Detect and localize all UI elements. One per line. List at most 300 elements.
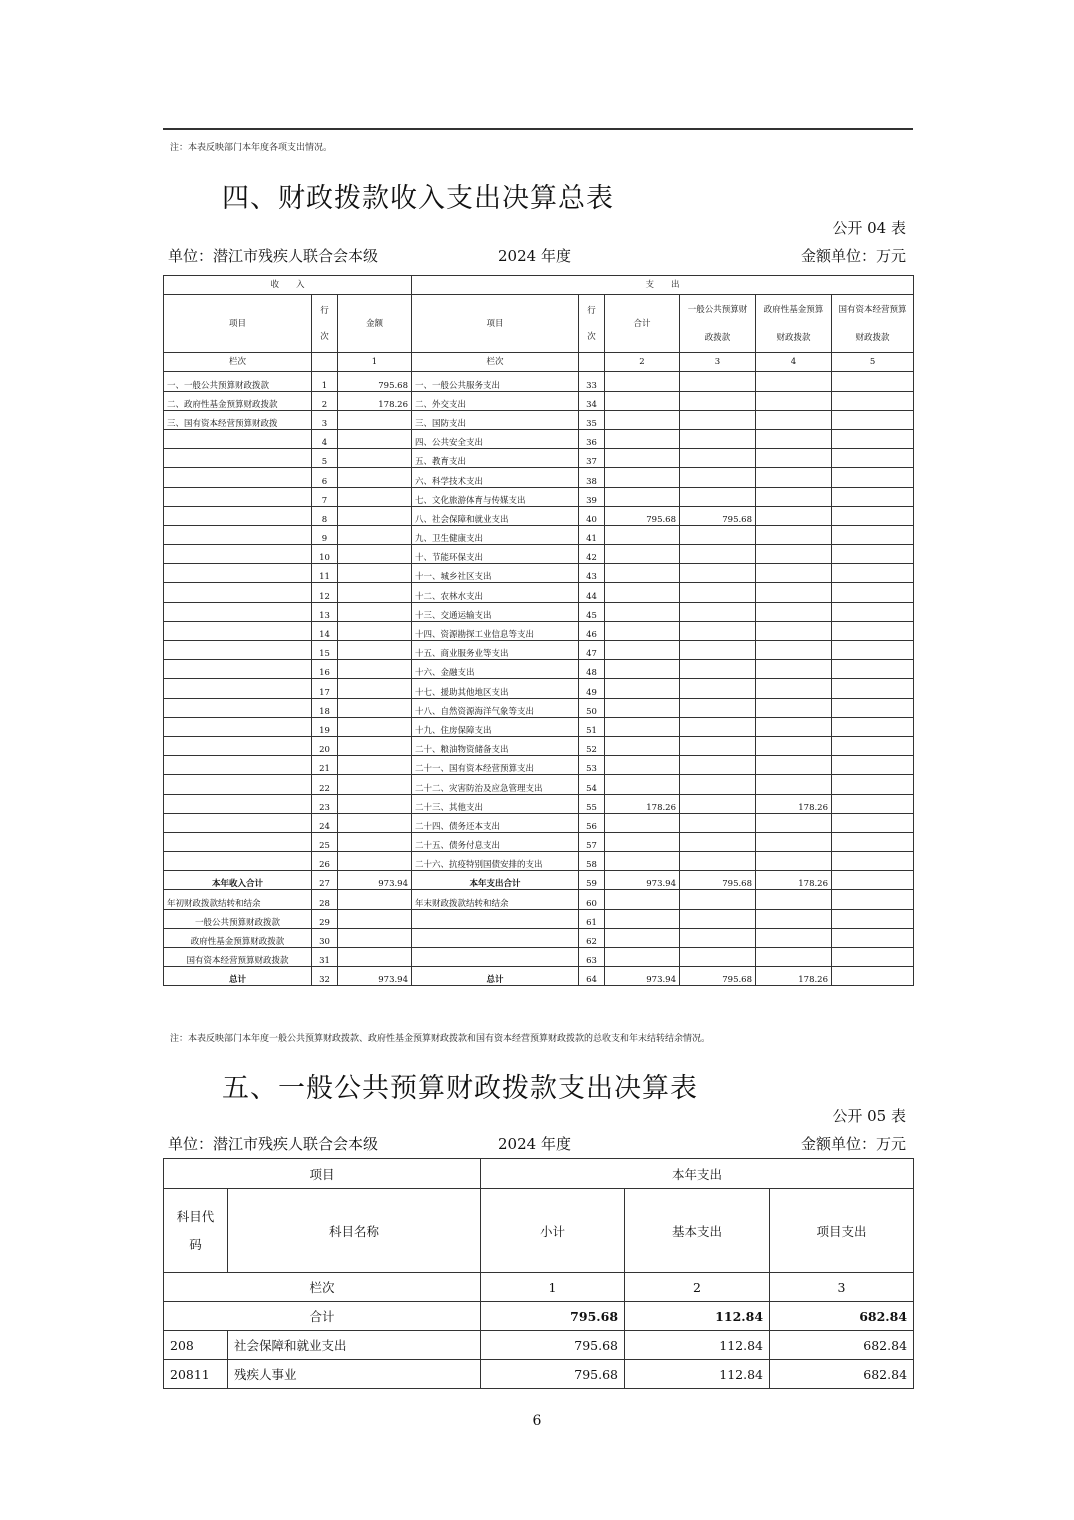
income-amount bbox=[338, 813, 412, 832]
income-line: 9 bbox=[312, 525, 338, 544]
income-line: 24 bbox=[312, 813, 338, 832]
expense-item: 一、一般公共服务支出 bbox=[412, 372, 579, 391]
income-line: 26 bbox=[312, 852, 338, 871]
col-number-1: 1 bbox=[338, 353, 412, 372]
expense-total bbox=[605, 852, 680, 871]
t5-total-subtotal: 795.68 bbox=[481, 1302, 625, 1331]
income-line: 23 bbox=[312, 794, 338, 813]
income-amount: 795.68 bbox=[338, 372, 412, 391]
general-budget-amount bbox=[680, 391, 756, 410]
expense-item: 四、公共安全支出 bbox=[412, 429, 579, 448]
gov-fund-amount bbox=[756, 928, 832, 947]
gov-fund-amount bbox=[756, 717, 832, 736]
table-row bbox=[164, 679, 914, 698]
expense-item: 十七、援助其他地区支出 bbox=[412, 679, 579, 698]
t5-basic: 112.84 bbox=[625, 1360, 770, 1389]
t5-subtotal: 795.68 bbox=[481, 1360, 625, 1389]
expense-line: 37 bbox=[579, 449, 605, 468]
expense-total bbox=[605, 583, 680, 602]
income-item bbox=[164, 583, 312, 602]
expense-total bbox=[605, 775, 680, 794]
expense-item: 二十一、国有资本经营预算支出 bbox=[412, 756, 579, 775]
income-line: 1 bbox=[312, 372, 338, 391]
gov-fund-amount bbox=[756, 410, 832, 429]
expense-item: 九、卫生健康支出 bbox=[412, 525, 579, 544]
t5-name: 残疾人事业 bbox=[228, 1360, 481, 1389]
t5-code: 20811 bbox=[164, 1360, 228, 1389]
income-amount bbox=[338, 487, 412, 506]
income-line: 7 bbox=[312, 487, 338, 506]
carryover-row bbox=[164, 948, 914, 967]
t5-total-label: 合计 bbox=[164, 1302, 481, 1331]
table-row bbox=[164, 583, 914, 602]
table-row bbox=[164, 391, 914, 410]
state-capital-amount bbox=[832, 372, 914, 391]
expense-total bbox=[605, 525, 680, 544]
expense-line: 38 bbox=[579, 468, 605, 487]
t5-header-row-1 bbox=[164, 1159, 914, 1189]
section4-title: 四、财政拨款收入支出决算总表 bbox=[222, 183, 614, 214]
expense-item: 二十四、债务还本支出 bbox=[412, 813, 579, 832]
expense-line: 58 bbox=[579, 852, 605, 871]
income-amount bbox=[338, 525, 412, 544]
state-capital-amount bbox=[832, 967, 914, 986]
carryover-row bbox=[164, 909, 914, 928]
general-budget-amount bbox=[680, 832, 756, 851]
general-budget-amount bbox=[680, 525, 756, 544]
income-item bbox=[164, 429, 312, 448]
section4-year: 2024 年度 bbox=[498, 247, 571, 265]
state-capital-amount bbox=[832, 871, 914, 890]
state-capital-amount bbox=[832, 832, 914, 851]
gov-fund-amount bbox=[756, 449, 832, 468]
table-row bbox=[164, 506, 914, 525]
general-budget-amount bbox=[680, 372, 756, 391]
income-item bbox=[164, 736, 312, 755]
section4-code: 公开 04 表 bbox=[832, 219, 906, 237]
gov-fund-amount: 178.26 bbox=[756, 871, 832, 890]
state-capital-amount bbox=[832, 487, 914, 506]
table-row bbox=[164, 372, 914, 391]
t5-code-header: 科目代码 bbox=[164, 1189, 228, 1273]
expense-line: 55 bbox=[579, 794, 605, 813]
section5-money-unit: 金额单位：万元 bbox=[800, 1135, 906, 1153]
state-capital-amount bbox=[832, 391, 914, 410]
income-item: 二、政府性基金预算财政拨款 bbox=[164, 391, 312, 410]
t5-total-project: 682.84 bbox=[770, 1302, 914, 1331]
expense-total bbox=[605, 813, 680, 832]
income-amount bbox=[338, 717, 412, 736]
table-row bbox=[164, 449, 914, 468]
grand-total-row bbox=[164, 967, 914, 986]
income-item: 国有资本经营预算财政拨款 bbox=[164, 948, 312, 967]
income-line: 17 bbox=[312, 679, 338, 698]
income-line: 19 bbox=[312, 717, 338, 736]
t5-column-number-row bbox=[164, 1273, 914, 1302]
income-amount bbox=[338, 410, 412, 429]
income-item: 一、一般公共预算财政拨款 bbox=[164, 372, 312, 391]
state-capital-amount bbox=[832, 429, 914, 448]
gov-fund-amount bbox=[756, 506, 832, 525]
previous-table-note: 注：本表反映部门本年度各项支出情况。 bbox=[170, 143, 333, 153]
table-row bbox=[164, 525, 914, 544]
general-budget-amount bbox=[680, 813, 756, 832]
income-item bbox=[164, 717, 312, 736]
expense-line: 35 bbox=[579, 410, 605, 429]
state-capital-amount bbox=[832, 698, 914, 717]
income-item bbox=[164, 506, 312, 525]
expense-item: 十四、资源勘探工业信息等支出 bbox=[412, 621, 579, 640]
t5-basic-header: 基本支出 bbox=[625, 1189, 770, 1273]
expense-line: 54 bbox=[579, 775, 605, 794]
income-amount-header: 金额 bbox=[338, 295, 412, 353]
expense-line: 64 bbox=[579, 967, 605, 986]
table-row bbox=[164, 852, 914, 871]
gov-fund-amount bbox=[756, 909, 832, 928]
income-item: 政府性基金预算财政拨款 bbox=[164, 928, 312, 947]
expense-item: 二十、粮油物资储备支出 bbox=[412, 736, 579, 755]
income-item bbox=[164, 813, 312, 832]
gov-fund-amount bbox=[756, 525, 832, 544]
gov-fund-amount bbox=[756, 468, 832, 487]
income-line: 16 bbox=[312, 660, 338, 679]
expense-item: 二十二、灾害防治及应急管理支出 bbox=[412, 775, 579, 794]
expense-total bbox=[605, 736, 680, 755]
income-amount bbox=[338, 928, 412, 947]
gov-fund-amount bbox=[756, 621, 832, 640]
expense-item: 二十五、债务付息支出 bbox=[412, 832, 579, 851]
expense-total bbox=[605, 449, 680, 468]
expense-item bbox=[412, 928, 579, 947]
income-line: 4 bbox=[312, 429, 338, 448]
expense-total-header: 合计 bbox=[605, 295, 680, 353]
col-number-2: 2 bbox=[605, 353, 680, 372]
expense-total bbox=[605, 372, 680, 391]
income-line: 27 bbox=[312, 871, 338, 890]
income-item-header: 项目 bbox=[164, 295, 312, 353]
section4-money-unit: 金额单位：万元 bbox=[800, 247, 906, 265]
state-capital-amount bbox=[832, 928, 914, 947]
income-line: 31 bbox=[312, 948, 338, 967]
state-capital-amount bbox=[832, 621, 914, 640]
expense-total bbox=[605, 698, 680, 717]
state-capital-amount bbox=[832, 641, 914, 660]
income-line: 28 bbox=[312, 890, 338, 909]
expense-line: 57 bbox=[579, 832, 605, 851]
expense-total bbox=[605, 410, 680, 429]
general-budget-amount bbox=[680, 736, 756, 755]
table-row bbox=[164, 736, 914, 755]
general-budget-amount bbox=[680, 890, 756, 909]
state-capital-amount bbox=[832, 679, 914, 698]
expense-item: 本年支出合计 bbox=[412, 871, 579, 890]
income-line: 32 bbox=[312, 967, 338, 986]
income-item bbox=[164, 449, 312, 468]
t5-col-1: 1 bbox=[481, 1273, 625, 1302]
state-capital-amount bbox=[832, 468, 914, 487]
income-amount bbox=[338, 948, 412, 967]
expense-item: 十、节能环保支出 bbox=[412, 545, 579, 564]
expense-item: 十八、自然资源海洋气象等支出 bbox=[412, 698, 579, 717]
expense-line: 46 bbox=[579, 621, 605, 640]
t5-year-expense-header: 本年支出 bbox=[481, 1159, 914, 1189]
general-budget-expense-table bbox=[163, 1158, 914, 1389]
gov-fund-amount bbox=[756, 890, 832, 909]
income-line: 2 bbox=[312, 391, 338, 410]
state-capital-amount bbox=[832, 852, 914, 871]
general-budget-amount bbox=[680, 775, 756, 794]
gov-fund-amount bbox=[756, 660, 832, 679]
income-item bbox=[164, 564, 312, 583]
income-amount bbox=[338, 736, 412, 755]
income-item bbox=[164, 525, 312, 544]
state-capital-amount bbox=[832, 602, 914, 621]
t5-project: 682.84 bbox=[770, 1360, 914, 1389]
income-amount bbox=[338, 583, 412, 602]
income-amount bbox=[338, 698, 412, 717]
income-line: 6 bbox=[312, 468, 338, 487]
expense-total: 973.94 bbox=[605, 967, 680, 986]
expense-header: 支 出 bbox=[412, 276, 914, 295]
section5-title: 五、一般公共预算财政拨款支出决算表 bbox=[222, 1073, 698, 1104]
expense-item: 八、社会保障和就业支出 bbox=[412, 506, 579, 525]
general-budget-header: 一般公共预算财政拨款 bbox=[680, 295, 756, 353]
state-capital-amount bbox=[832, 736, 914, 755]
fiscal-appropriation-summary-table bbox=[163, 275, 914, 986]
general-budget-amount bbox=[680, 660, 756, 679]
income-amount bbox=[338, 641, 412, 660]
table-row bbox=[164, 1360, 914, 1389]
gov-fund-amount: 178.26 bbox=[756, 967, 832, 986]
income-line: 18 bbox=[312, 698, 338, 717]
table-row bbox=[164, 813, 914, 832]
expense-total bbox=[605, 717, 680, 736]
income-item bbox=[164, 698, 312, 717]
t5-item-header: 项目 bbox=[164, 1159, 481, 1189]
expense-line: 51 bbox=[579, 717, 605, 736]
expense-line: 33 bbox=[579, 372, 605, 391]
t5-total-basic: 112.84 bbox=[625, 1302, 770, 1331]
general-budget-amount bbox=[680, 410, 756, 429]
expense-item: 十五、商业服务业等支出 bbox=[412, 641, 579, 660]
general-budget-amount bbox=[680, 852, 756, 871]
income-item: 本年收入合计 bbox=[164, 871, 312, 890]
general-budget-amount bbox=[680, 641, 756, 660]
table-row bbox=[164, 660, 914, 679]
gov-fund-amount bbox=[756, 775, 832, 794]
gov-fund-amount bbox=[756, 391, 832, 410]
gov-fund-amount bbox=[756, 372, 832, 391]
income-item bbox=[164, 545, 312, 564]
t5-subtotal: 795.68 bbox=[481, 1331, 625, 1360]
income-line: 10 bbox=[312, 545, 338, 564]
expense-line: 63 bbox=[579, 948, 605, 967]
expense-item: 五、教育支出 bbox=[412, 449, 579, 468]
blank-cell bbox=[579, 353, 605, 372]
table-row bbox=[164, 487, 914, 506]
state-capital-amount bbox=[832, 525, 914, 544]
general-budget-amount bbox=[680, 602, 756, 621]
income-item bbox=[164, 621, 312, 640]
expense-total bbox=[605, 487, 680, 506]
expense-line: 40 bbox=[579, 506, 605, 525]
t5-lanci: 栏次 bbox=[164, 1273, 481, 1302]
gov-fund-amount bbox=[756, 583, 832, 602]
expense-item: 二、外交支出 bbox=[412, 391, 579, 410]
income-amount bbox=[338, 756, 412, 775]
income-line: 25 bbox=[312, 832, 338, 851]
expense-total bbox=[605, 756, 680, 775]
state-capital-amount bbox=[832, 449, 914, 468]
expense-item bbox=[412, 909, 579, 928]
expense-total bbox=[605, 679, 680, 698]
col-number-4: 4 bbox=[756, 353, 832, 372]
expense-total bbox=[605, 564, 680, 583]
general-budget-amount bbox=[680, 564, 756, 583]
blank-cell bbox=[312, 353, 338, 372]
gov-fund-amount bbox=[756, 832, 832, 851]
total-row bbox=[164, 871, 914, 890]
table-row bbox=[164, 641, 914, 660]
general-budget-amount bbox=[680, 468, 756, 487]
state-capital-amount bbox=[832, 583, 914, 602]
expense-line: 48 bbox=[579, 660, 605, 679]
expense-line: 36 bbox=[579, 429, 605, 448]
table-row bbox=[164, 621, 914, 640]
table-row bbox=[164, 429, 914, 448]
income-line: 21 bbox=[312, 756, 338, 775]
expense-total bbox=[605, 641, 680, 660]
table-row bbox=[164, 717, 914, 736]
expense-total bbox=[605, 909, 680, 928]
t5-project-header: 项目支出 bbox=[770, 1189, 914, 1273]
table-row bbox=[164, 756, 914, 775]
expense-line-header: 行次 bbox=[579, 295, 605, 353]
section4-note: 注：本表反映部门本年度一般公共预算财政拨款、政府性基金预算财政拨款和国有资本经营预算财政拨款的总收支和年末结转结余情况。 bbox=[170, 1034, 711, 1044]
general-budget-amount bbox=[680, 698, 756, 717]
t5-col-2: 2 bbox=[625, 1273, 770, 1302]
general-budget-amount bbox=[680, 717, 756, 736]
expense-total bbox=[605, 602, 680, 621]
income-line: 11 bbox=[312, 564, 338, 583]
general-budget-amount bbox=[680, 794, 756, 813]
gov-fund-amount bbox=[756, 948, 832, 967]
expense-line: 62 bbox=[579, 928, 605, 947]
income-amount bbox=[338, 775, 412, 794]
expense-total bbox=[605, 468, 680, 487]
expense-item: 年末财政拨款结转和结余 bbox=[412, 890, 579, 909]
income-line: 5 bbox=[312, 449, 338, 468]
expense-line: 45 bbox=[579, 602, 605, 621]
expense-line: 61 bbox=[579, 909, 605, 928]
state-capital-amount bbox=[832, 948, 914, 967]
expense-lanci: 栏次 bbox=[412, 353, 579, 372]
state-capital-amount bbox=[832, 564, 914, 583]
income-line: 13 bbox=[312, 602, 338, 621]
table-row bbox=[164, 794, 914, 813]
general-budget-amount: 795.68 bbox=[680, 871, 756, 890]
expense-item: 三、国防支出 bbox=[412, 410, 579, 429]
income-item bbox=[164, 602, 312, 621]
top-rule bbox=[163, 128, 913, 130]
income-amount bbox=[338, 506, 412, 525]
income-amount bbox=[338, 852, 412, 871]
expense-line: 39 bbox=[579, 487, 605, 506]
state-capital-amount bbox=[832, 410, 914, 429]
expense-total bbox=[605, 890, 680, 909]
expense-total bbox=[605, 429, 680, 448]
table-row bbox=[164, 775, 914, 794]
expense-line: 56 bbox=[579, 813, 605, 832]
gov-fund-amount bbox=[756, 545, 832, 564]
income-line: 15 bbox=[312, 641, 338, 660]
income-amount bbox=[338, 794, 412, 813]
expense-item: 二十六、抗疫特别国债安排的支出 bbox=[412, 852, 579, 871]
state-capital-amount bbox=[832, 775, 914, 794]
expense-line: 50 bbox=[579, 698, 605, 717]
table-row bbox=[164, 468, 914, 487]
page-number: 6 bbox=[532, 1413, 542, 1429]
income-item bbox=[164, 794, 312, 813]
general-budget-amount bbox=[680, 621, 756, 640]
col-number-3: 3 bbox=[680, 353, 756, 372]
income-amount: 178.26 bbox=[338, 391, 412, 410]
gov-fund-amount bbox=[756, 679, 832, 698]
gov-fund-amount bbox=[756, 487, 832, 506]
t5-col-3: 3 bbox=[770, 1273, 914, 1302]
state-capital-amount bbox=[832, 545, 914, 564]
expense-line: 52 bbox=[579, 736, 605, 755]
carryover-row bbox=[164, 928, 914, 947]
general-budget-amount bbox=[680, 948, 756, 967]
expense-total bbox=[605, 832, 680, 851]
income-item bbox=[164, 660, 312, 679]
general-budget-amount bbox=[680, 429, 756, 448]
table-row bbox=[164, 832, 914, 851]
t5-project: 682.84 bbox=[770, 1331, 914, 1360]
expense-total: 973.94 bbox=[605, 871, 680, 890]
expense-total: 178.26 bbox=[605, 794, 680, 813]
state-capital-amount bbox=[832, 794, 914, 813]
expense-line: 59 bbox=[579, 871, 605, 890]
income-amount bbox=[338, 621, 412, 640]
t5-basic: 112.84 bbox=[625, 1331, 770, 1360]
income-line: 29 bbox=[312, 909, 338, 928]
income-amount bbox=[338, 545, 412, 564]
expense-total bbox=[605, 391, 680, 410]
expense-total bbox=[605, 621, 680, 640]
state-capital-amount bbox=[832, 660, 914, 679]
income-item bbox=[164, 679, 312, 698]
t4-header-row-1 bbox=[164, 276, 914, 295]
expense-line: 47 bbox=[579, 641, 605, 660]
state-capital-amount bbox=[832, 756, 914, 775]
gov-fund-amount bbox=[756, 813, 832, 832]
expense-item: 七、文化旅游体育与传媒支出 bbox=[412, 487, 579, 506]
income-line: 22 bbox=[312, 775, 338, 794]
income-amount bbox=[338, 449, 412, 468]
expense-item: 总计 bbox=[412, 967, 579, 986]
gov-fund-amount bbox=[756, 429, 832, 448]
income-header: 收 入 bbox=[164, 276, 412, 295]
table-row bbox=[164, 1331, 914, 1360]
expense-total bbox=[605, 545, 680, 564]
income-line: 3 bbox=[312, 410, 338, 429]
general-budget-amount bbox=[680, 449, 756, 468]
income-amount bbox=[338, 909, 412, 928]
expense-total bbox=[605, 660, 680, 679]
income-item: 一般公共预算财政拨款 bbox=[164, 909, 312, 928]
